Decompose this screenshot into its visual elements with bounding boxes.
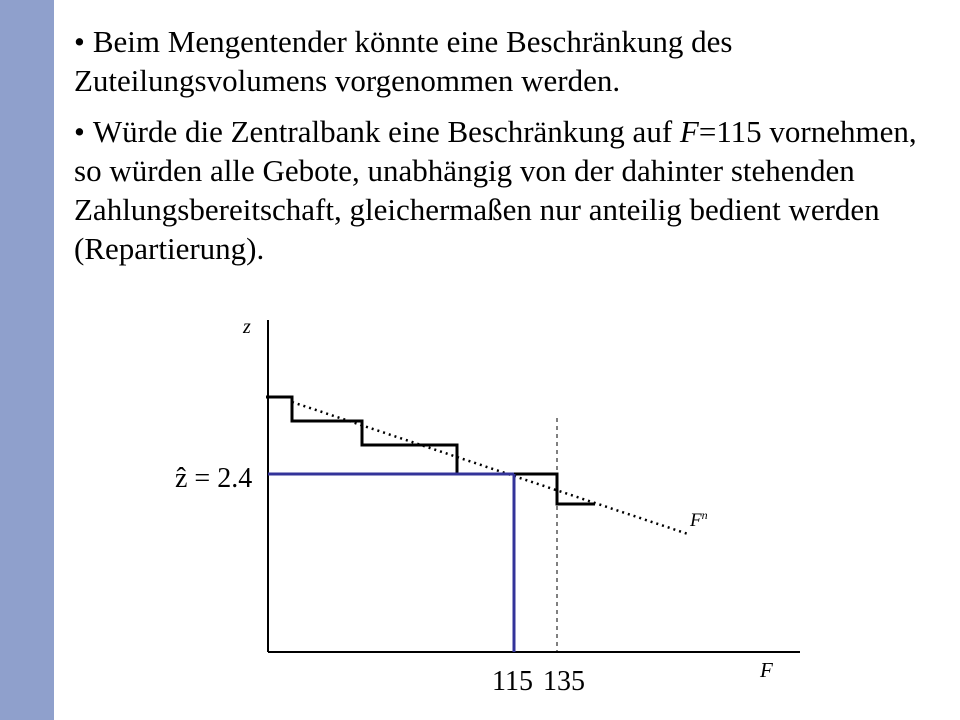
curve-label-superscript: n	[701, 508, 708, 522]
bullet-text: Beim Mengentender könnte eine Beschränkung des Zuteilungsvolumens vorgenommen werden.	[74, 24, 733, 98]
bullet-text-part: =115 vornehmen, so würden alle Gebote, unabhängig von der dahinter stehenden Zahlungsbereitschaft, gleichermaßen nur anteilig bedient werden (Repartierung).	[74, 114, 917, 266]
variable-F: F	[679, 114, 699, 149]
bullet-marker: •	[74, 24, 85, 59]
x-axis-label: F	[760, 658, 773, 682]
zhat-label: ẑ = 2.4	[175, 463, 253, 494]
step-demand-curve	[266, 397, 595, 504]
bullet-marker: •	[74, 114, 85, 149]
tick-label-135: 135	[543, 666, 585, 697]
curve-label-Fn	[689, 508, 708, 531]
bullet-text-part: Würde die Zentralbank eine Beschränkung auf	[92, 114, 680, 149]
tick-label-115: 115	[492, 666, 533, 697]
curve-label-base: F	[690, 510, 702, 531]
y-axis-label: z	[243, 316, 251, 338]
